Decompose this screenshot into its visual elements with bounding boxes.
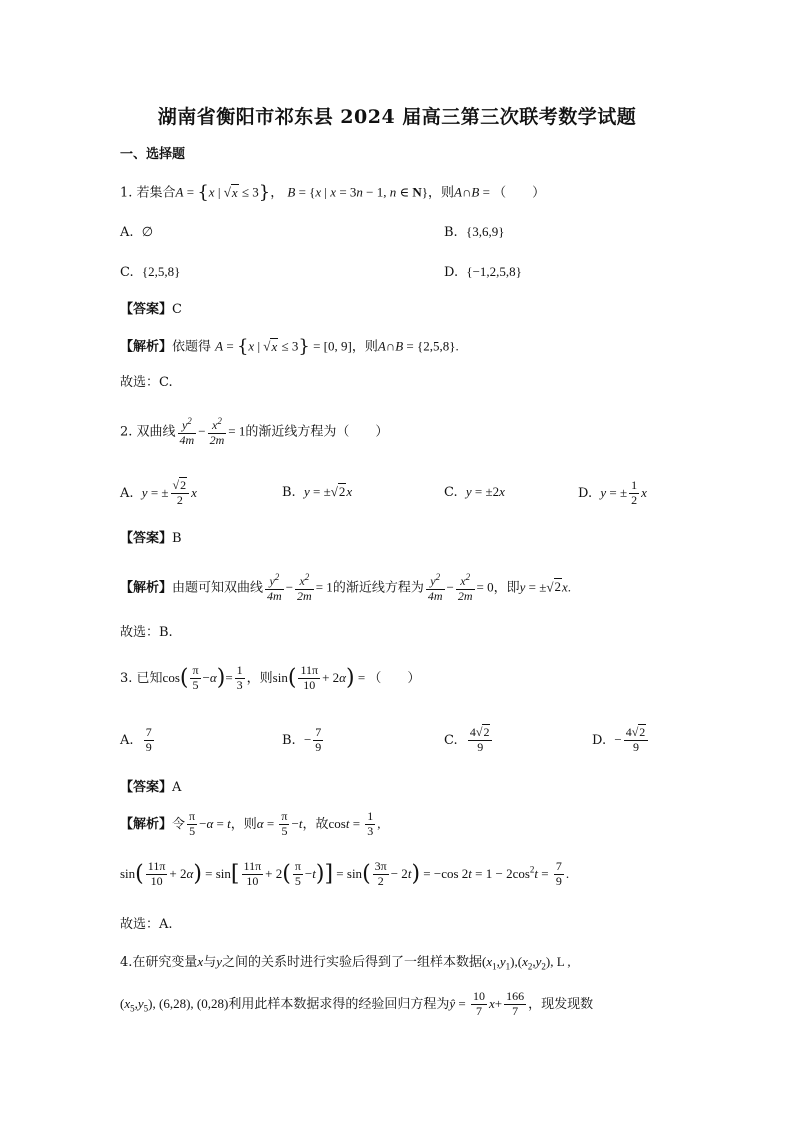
question-2-option-c: C. y = ±2x	[444, 484, 505, 500]
question-1-option-d: D. {−1,2,5,8}	[444, 264, 522, 280]
question-2-option-a: A. y = ± $\frac{√2}{2}$ x	[120, 478, 197, 507]
question-3-stem: 3. 已知cos( $\frac{\pi}{5}$ −α)= $\frac{1}{3}$ ，则sin( $\frac{11\pi}{10}$ + 2α) = （ ）	[120, 663, 421, 692]
question-1-stem: 1. 若集合A = {x | √x ≤ 3}， B = {x | x = 3n − 1, n ∈ N}，则A∩B = （ ）	[120, 182, 546, 203]
question-2-stem: 2. 双曲线 $\frac{y^2}{4m}$ − $\frac{x^2}{2m}$ = 1的渐近线方程为（ ）	[120, 416, 389, 447]
question-1-option-a: A. ∅	[120, 224, 154, 240]
question-1-analysis: 【解析】依题得 A = {x | √x ≤ 3} = [0, 9]，则A∩B = {2,5,8}.	[120, 336, 459, 357]
question-2-answer: 【答案】B	[120, 531, 182, 546]
section-heading: 一、选择题	[120, 147, 186, 162]
question-1-conclusion: 故选：C.	[120, 375, 173, 390]
question-1-lead: 1. 若集合	[120, 185, 176, 201]
question-1-answer: 【答案】C	[120, 302, 182, 317]
question-3-option-d: D. − $\frac{4√2}{9}$	[592, 726, 650, 755]
question-4-line-1: 4.在研究变量x与y之间的关系时进行实验后得到了一组样本数据$(x_1,y_1),(x_2,y_2)$, L ,	[120, 954, 571, 972]
question-4-line-2: $(x_5,y_5)$, (6,28), (0,28)利用此样本数据求得的经验回归方程为ŷ = $\frac{10}{7}$ x+ $\frac{166}{7}$ ，现发现数	[120, 989, 594, 1018]
question-3-analysis-line-1: 【解析】令 $\frac{\pi}{5}$ −α = t，则α = $\frac{\pi}{5}$ −t，故cost = $\frac{1}{3}$ ,	[120, 809, 381, 838]
question-3-answer: 【答案】A	[120, 780, 182, 795]
question-2-analysis: 【解析】由题可知双曲线 $\frac{y^2}{4m}$ − $\frac{x^2}{2m}$ = 1的渐近线方程为 $\frac{y^2}{4m}$ − $\frac{x^2}{2m}$ = 0，即y = ±√2x.	[120, 572, 572, 603]
question-1-paren: （ ）	[493, 185, 546, 201]
question-3-conclusion: 故选：A.	[120, 917, 173, 932]
question-1-option-b: B. {3,6,9}	[444, 224, 505, 240]
question-3-option-c: C. $\frac{4√2}{9}$	[444, 726, 494, 755]
question-1-option-c: C. {2,5,8}	[120, 264, 181, 280]
question-2-option-b: B. y = ±√2x	[282, 484, 353, 500]
question-3-option-b: B. − $\frac{7}{9}$	[282, 725, 322, 754]
page-title: 湖南省衡阳市祁东县 2024 届高三第三次联考数学试题	[157, 106, 637, 128]
question-2-conclusion: 故选：B.	[120, 625, 173, 640]
question-1-after: ，则	[428, 185, 455, 201]
question-3-option-a: A. $\frac{7}{9}$	[120, 725, 152, 754]
question-2-option-d: D. y = ± $\frac{1}{2}$ x	[578, 478, 647, 507]
question-3-analysis-line-2: sin( $\frac{11\pi}{10}$ + 2α) = sin[ $\frac{11\pi}{10}$ + 2( $\frac{\pi}{5}$ −t)] = sin( $\frac{3\pi}{2}$ − 2t) = −cos $2t = 1 - 2\cos^2t$ = $\frac{7}{9}$ .	[120, 859, 570, 888]
